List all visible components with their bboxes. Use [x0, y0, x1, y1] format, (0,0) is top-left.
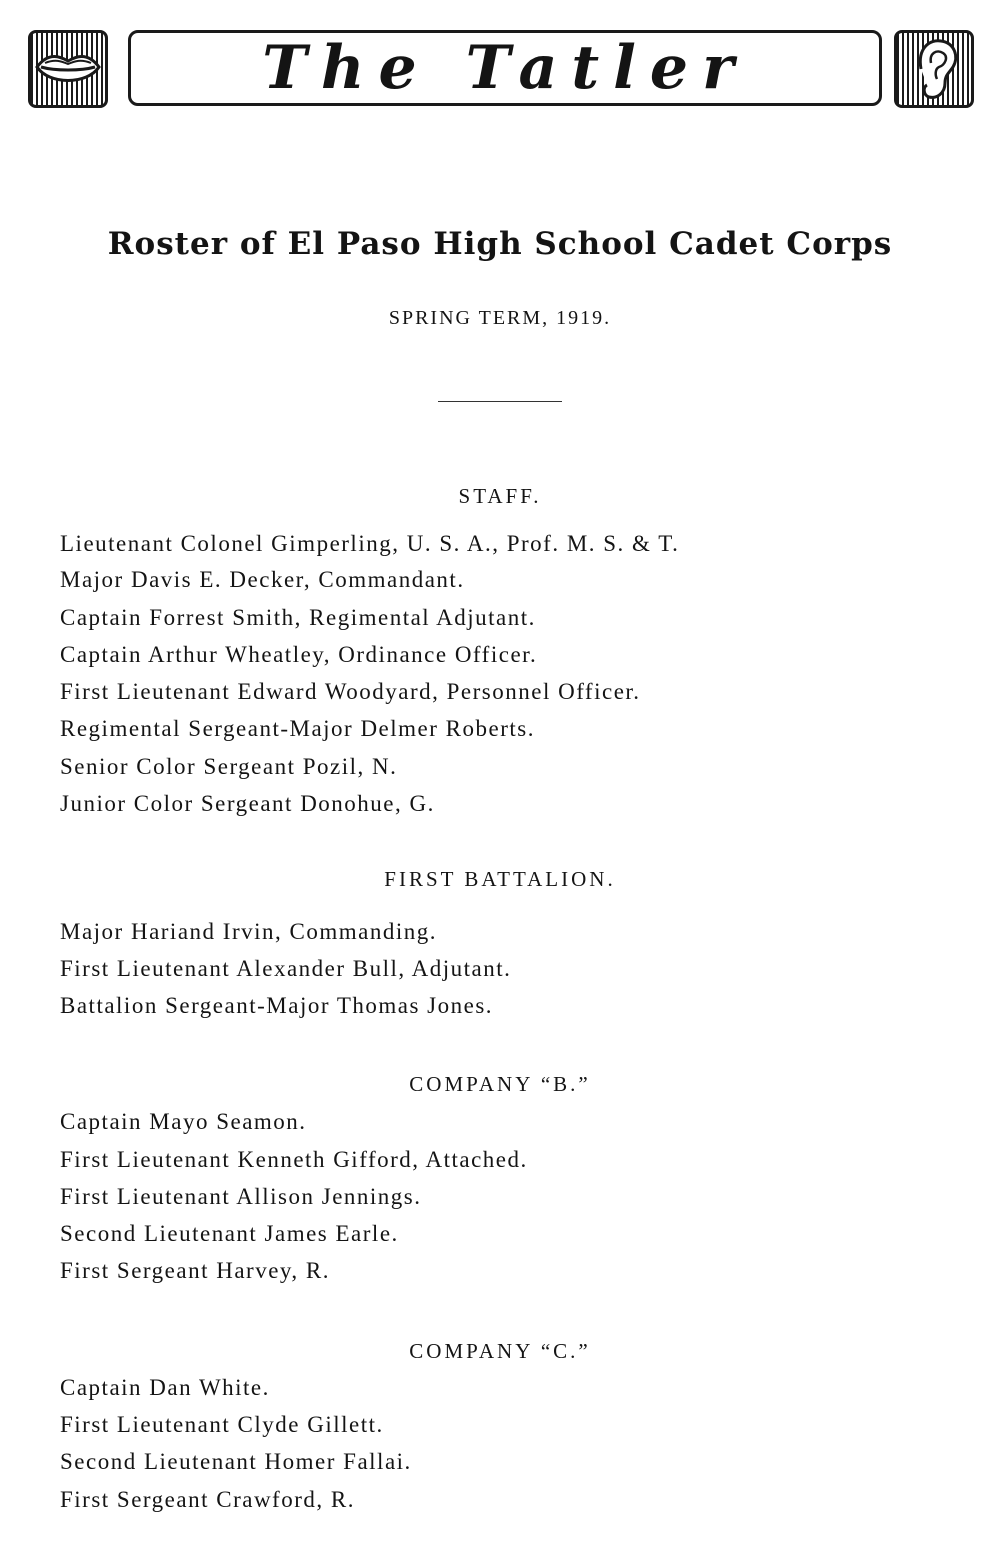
roster-entry: First Lieutenant Kenneth Gifford, Attached. — [60, 1147, 528, 1172]
roster-entry: First Sergeant Crawford, R. — [60, 1487, 355, 1512]
roster-entry: Second Lieutenant James Earle. — [60, 1221, 399, 1246]
publication-title: The Tatler — [262, 33, 748, 103]
term-subtitle: SPRING TERM, 1919. — [388, 307, 612, 329]
lips-icon — [28, 30, 108, 108]
roster-entry: Captain Arthur Wheatley, Ordinance Officer. — [60, 642, 538, 667]
roster-entry: First Lieutenant Clyde Gillett. — [60, 1412, 384, 1437]
masthead — [28, 28, 974, 112]
roster-entry: Captain Forrest Smith, Regimental Adjutant. — [60, 605, 536, 630]
section-heading-first-battalion: FIRST BATTALION. — [384, 867, 616, 891]
roster-entry: Battalion Sergeant-Major Thomas Jones. — [60, 993, 494, 1018]
roster-title: Roster of El Paso High School Cadet Corps — [107, 226, 893, 262]
roster-entry: First Sergeant Harvey, R. — [60, 1258, 331, 1283]
roster-entry: Captain Dan White. — [60, 1375, 270, 1400]
section-heading-company-c: COMPANY “C.” — [409, 1339, 591, 1363]
section-heading-company-b: COMPANY “B.” — [409, 1072, 591, 1096]
roster-entry: Major Hariand Irvin, Commanding. — [60, 919, 437, 944]
roster-entry: Regimental Sergeant-Major Delmer Roberts. — [60, 716, 535, 741]
roster-entry: Captain Mayo Seamon. — [60, 1109, 307, 1134]
roster-entry: Lieutenant Colonel Gimperling, U. S. A., Prof. M. S. & T. — [60, 531, 680, 556]
roster-entry: Junior Color Sergeant Donohue, G. — [60, 791, 435, 816]
divider-rule — [438, 401, 562, 402]
roster-entry: First Lieutenant Alexander Bull, Adjutant. — [60, 956, 512, 981]
roster-entry: Major Davis E. Decker, Commandant. — [60, 567, 465, 592]
ear-icon — [894, 30, 974, 108]
roster-entry: First Lieutenant Edward Woodyard, Personnel Officer. — [60, 679, 641, 704]
masthead-frame — [128, 30, 882, 106]
roster-entry: First Lieutenant Allison Jennings. — [60, 1184, 422, 1209]
section-heading-staff: STAFF. — [458, 484, 542, 508]
roster-entry: Senior Color Sergeant Pozil, N. — [60, 754, 398, 779]
roster-entry: Second Lieutenant Homer Fallai. — [60, 1449, 412, 1474]
